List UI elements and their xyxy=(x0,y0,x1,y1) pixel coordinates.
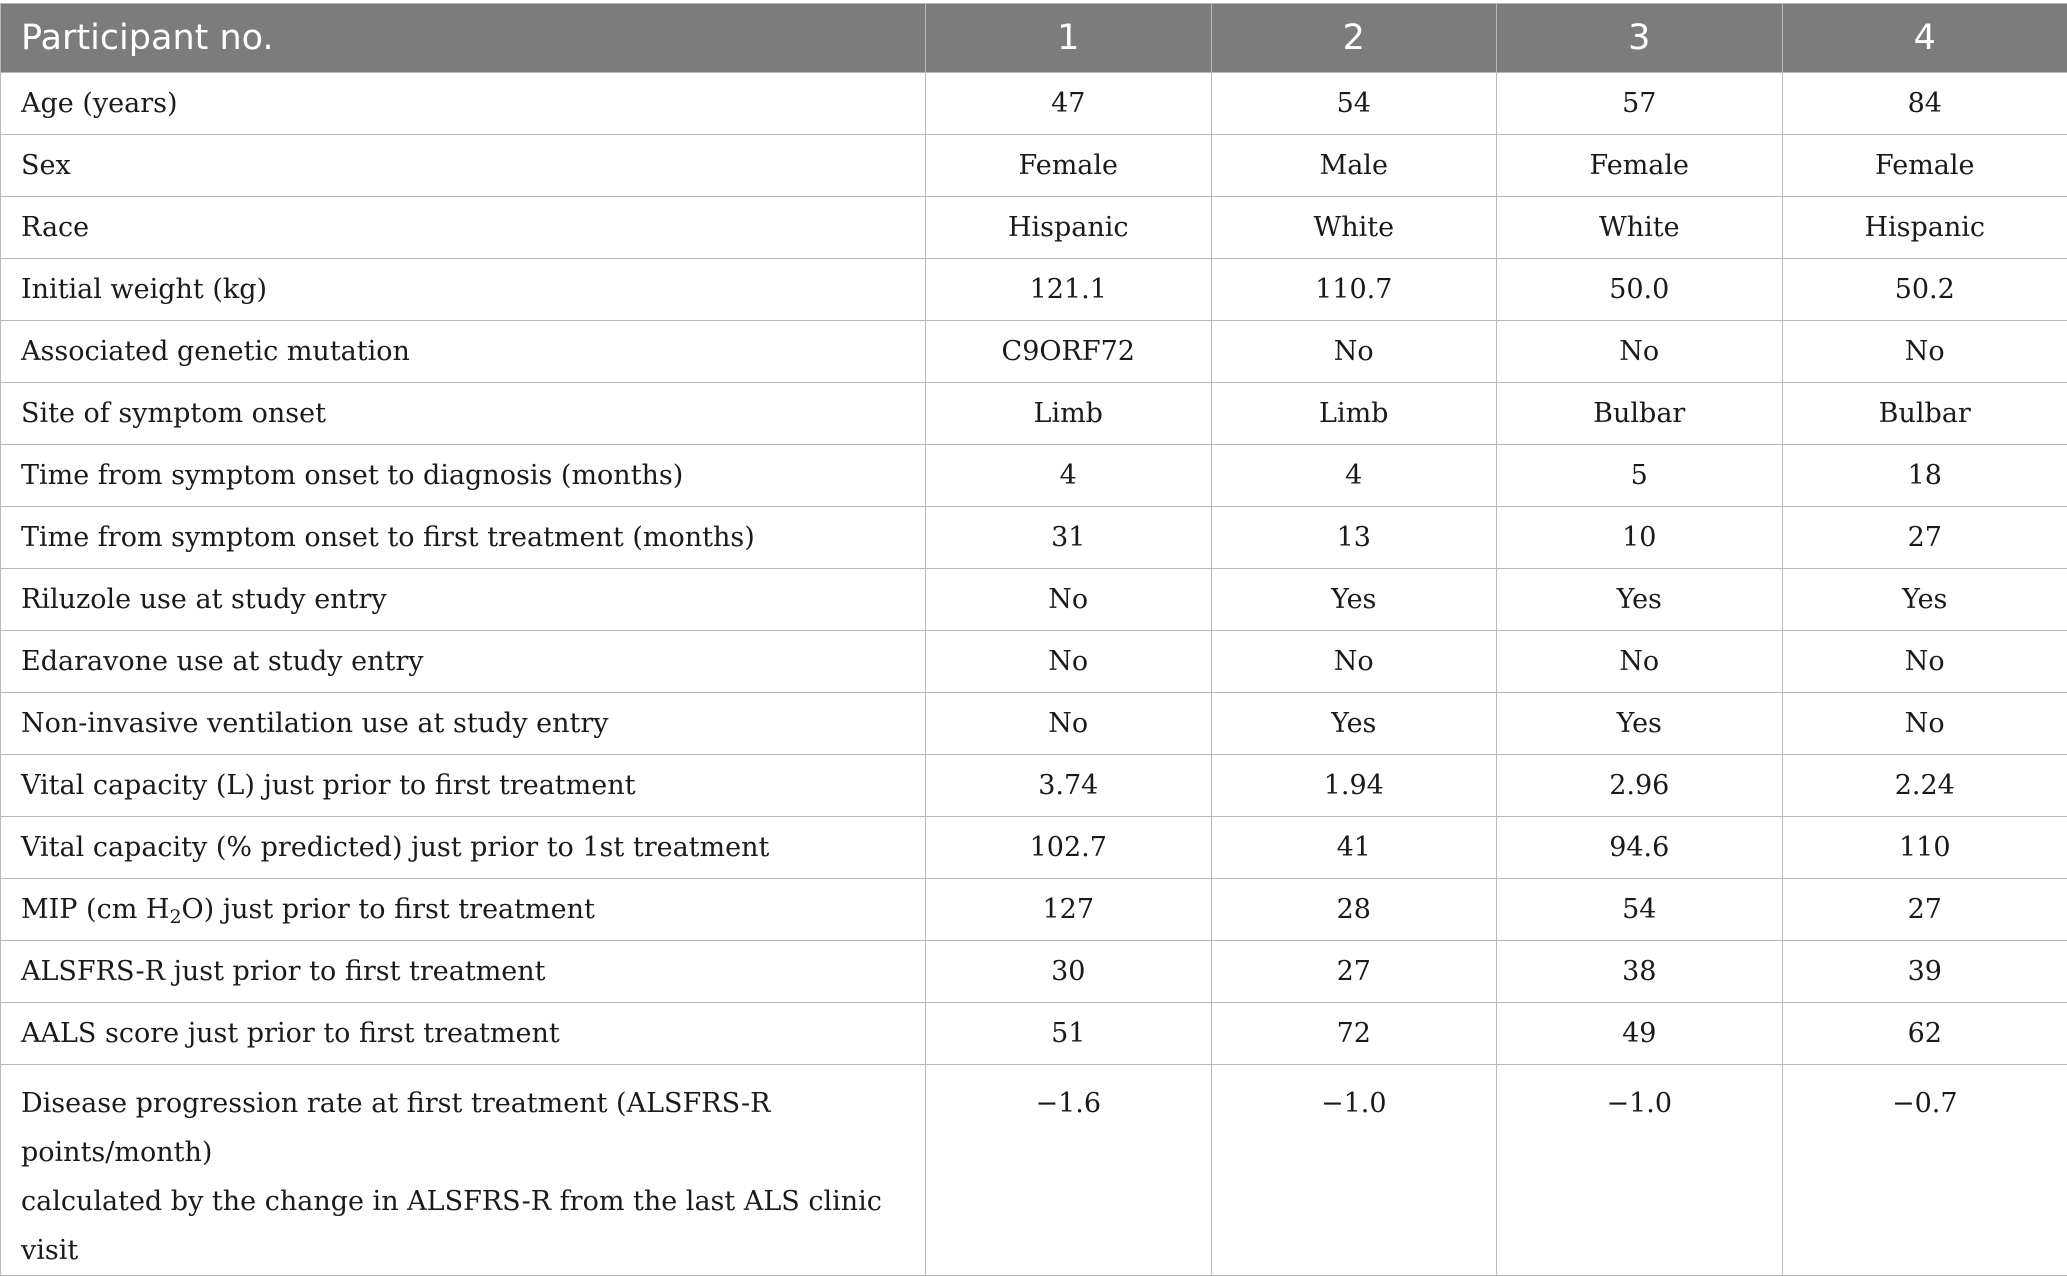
table-row xyxy=(1,383,2067,445)
row-label: Riluzole use at study entry xyxy=(1,569,926,631)
row-label: Time from symptom onset to diagnosis (months) xyxy=(1,445,926,507)
cell-value: Yes xyxy=(1211,693,1497,755)
row-label: Associated genetic mutation xyxy=(1,321,926,383)
cell-value: 38 xyxy=(1497,941,1783,1003)
row-label: Race xyxy=(1,197,926,259)
header-participant-2: 2 xyxy=(1211,4,1497,73)
cell-value: No xyxy=(926,569,1212,631)
table-row xyxy=(1,197,2067,259)
table-row xyxy=(1,631,2067,693)
cell-value: No xyxy=(1782,693,2067,755)
cell-value: −0.7 xyxy=(1782,1065,2067,1276)
cell-value: 30 xyxy=(926,941,1212,1003)
cell-value: 47 xyxy=(926,73,1212,135)
cell-value: 50.0 xyxy=(1497,259,1783,321)
cell-value: C9ORF72 xyxy=(926,321,1212,383)
cell-value: 57 xyxy=(1497,73,1783,135)
participant-characteristics-table xyxy=(0,3,2067,1276)
row-label: Sex xyxy=(1,135,926,197)
cell-value: Bulbar xyxy=(1782,383,2067,445)
row-label: Time from symptom onset to first treatment (months) xyxy=(1,507,926,569)
table-row xyxy=(1,73,2067,135)
cell-value: 102.7 xyxy=(926,817,1212,879)
cell-value: 41 xyxy=(1211,817,1497,879)
cell-value: No xyxy=(1211,631,1497,693)
cell-value: 27 xyxy=(1782,879,2067,941)
table-row xyxy=(1,755,2067,817)
cell-value: 51 xyxy=(926,1003,1212,1065)
cell-value: Male xyxy=(1211,135,1497,197)
cell-value: 84 xyxy=(1782,73,2067,135)
table-row xyxy=(1,1003,2067,1065)
cell-value: 94.6 xyxy=(1497,817,1783,879)
cell-value: 121.1 xyxy=(926,259,1212,321)
cell-value: 54 xyxy=(1211,73,1497,135)
row-label-part: O) just prior to first treatment xyxy=(182,894,595,925)
cell-value: Female xyxy=(1782,135,2067,197)
table-row xyxy=(1,879,2067,941)
table-row xyxy=(1,569,2067,631)
cell-value: −1.6 xyxy=(926,1065,1212,1276)
cell-value: 27 xyxy=(1211,941,1497,1003)
header-participant-3: 3 xyxy=(1497,4,1783,73)
cell-value: 110.7 xyxy=(1211,259,1497,321)
cell-value: Limb xyxy=(1211,383,1497,445)
table-row xyxy=(1,507,2067,569)
cell-value: Yes xyxy=(1497,569,1783,631)
cell-value: No xyxy=(926,631,1212,693)
cell-value: No xyxy=(1497,321,1783,383)
row-label-line: calculated by the change in ALSFRS-R from the last ALS clinic visit xyxy=(21,1177,925,1275)
cell-value: No xyxy=(1211,321,1497,383)
row-label xyxy=(1,879,926,941)
row-label: Vital capacity (L) just prior to first treatment xyxy=(1,755,926,817)
table-row xyxy=(1,259,2067,321)
cell-value: 13 xyxy=(1211,507,1497,569)
row-label: Initial weight (kg) xyxy=(1,259,926,321)
cell-value: 27 xyxy=(1782,507,2067,569)
cell-value: 2.24 xyxy=(1782,755,2067,817)
cell-value: 4 xyxy=(1211,445,1497,507)
cell-value: Hispanic xyxy=(926,197,1212,259)
cell-value: 127 xyxy=(926,879,1212,941)
cell-value: −1.0 xyxy=(1211,1065,1497,1276)
table-row xyxy=(1,941,2067,1003)
cell-value: 18 xyxy=(1782,445,2067,507)
cell-value: 50.2 xyxy=(1782,259,2067,321)
table-row xyxy=(1,817,2067,879)
cell-value: 5 xyxy=(1497,445,1783,507)
row-label-part: MIP (cm H xyxy=(21,894,169,925)
row-label: Edaravone use at study entry xyxy=(1,631,926,693)
cell-value: 3.74 xyxy=(926,755,1212,817)
row-label xyxy=(1,1065,926,1276)
cell-value: Limb xyxy=(926,383,1212,445)
row-label: AALS score just prior to first treatment xyxy=(1,1003,926,1065)
cell-value: 72 xyxy=(1211,1003,1497,1065)
row-label: Non-invasive ventilation use at study entry xyxy=(1,693,926,755)
header-participant-label: Participant no. xyxy=(1,4,926,73)
table-row xyxy=(1,693,2067,755)
cell-value: 31 xyxy=(926,507,1212,569)
cell-value: 39 xyxy=(1782,941,2067,1003)
cell-value: 54 xyxy=(1497,879,1783,941)
table-row xyxy=(1,321,2067,383)
cell-value: Yes xyxy=(1497,693,1783,755)
cell-value: Yes xyxy=(1782,569,2067,631)
row-label: Site of symptom onset xyxy=(1,383,926,445)
table-row xyxy=(1,135,2067,197)
table-row xyxy=(1,1065,2067,1276)
cell-value: No xyxy=(1782,631,2067,693)
row-label: Vital capacity (% predicted) just prior to 1st treatment xyxy=(1,817,926,879)
cell-value: 28 xyxy=(1211,879,1497,941)
cell-value: 2.96 xyxy=(1497,755,1783,817)
cell-value: No xyxy=(1782,321,2067,383)
cell-value: 10 xyxy=(1497,507,1783,569)
table-header-row xyxy=(1,4,2067,73)
cell-value: No xyxy=(926,693,1212,755)
row-label-line: Disease progression rate at first treatment (ALSFRS-R points/month) xyxy=(21,1079,925,1177)
header-participant-4: 4 xyxy=(1782,4,2067,73)
row-label: Age (years) xyxy=(1,73,926,135)
cell-value: −1.0 xyxy=(1497,1065,1783,1276)
cell-value: 62 xyxy=(1782,1003,2067,1065)
cell-value: Bulbar xyxy=(1497,383,1783,445)
cell-value: 4 xyxy=(926,445,1212,507)
cell-value: White xyxy=(1497,197,1783,259)
row-label: ALSFRS-R just prior to first treatment xyxy=(1,941,926,1003)
table-row xyxy=(1,445,2067,507)
cell-value: Female xyxy=(1497,135,1783,197)
cell-value: Yes xyxy=(1211,569,1497,631)
cell-value: No xyxy=(1497,631,1783,693)
cell-value: White xyxy=(1211,197,1497,259)
cell-value: 49 xyxy=(1497,1003,1783,1065)
cell-value: 1.94 xyxy=(1211,755,1497,817)
cell-value: Hispanic xyxy=(1782,197,2067,259)
header-participant-1: 1 xyxy=(926,4,1212,73)
cell-value: 110 xyxy=(1782,817,2067,879)
subscript-text: 2 xyxy=(169,906,181,928)
cell-value: Female xyxy=(926,135,1212,197)
